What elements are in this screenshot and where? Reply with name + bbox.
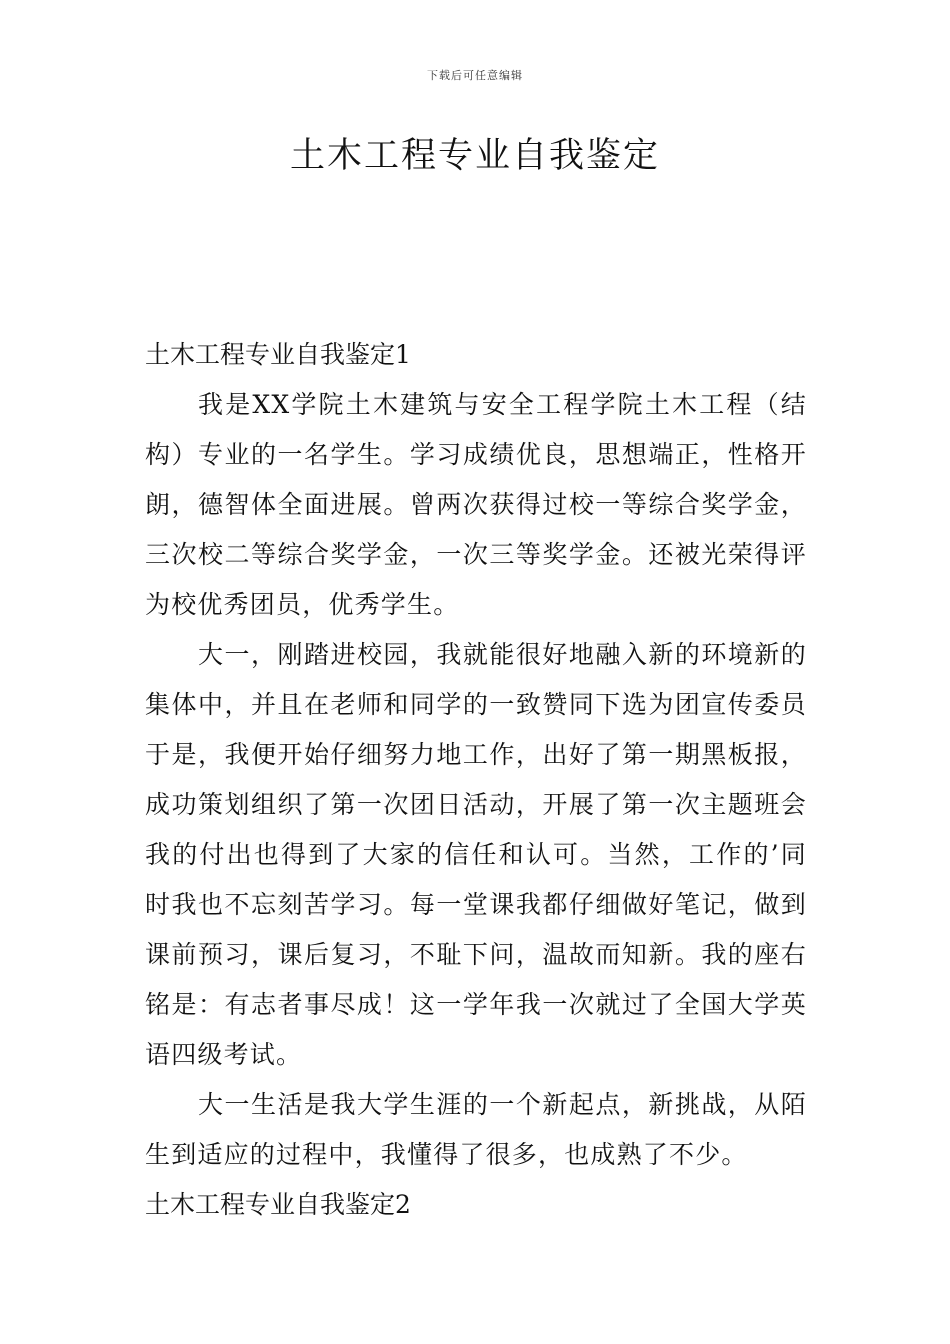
paragraph: 大一生活是我大学生涯的一个新起点，新挑战，从陌生到适应的过程中，我懂得了很多，也成熟了不少。 <box>145 1090 807 1169</box>
section-heading-2: 土木工程专业自我鉴定2 <box>145 1190 411 1219</box>
document-body <box>145 330 807 1230</box>
section-heading-1: 土木工程专业自我鉴定1 <box>145 340 411 369</box>
header-note: 下载后可任意编辑 <box>427 69 523 82</box>
document-title: 土木工程专业自我鉴定 <box>289 136 660 176</box>
paragraph: 我是XX学院土木建筑与安全工程学院土木工程（结构）专业的一名学生。学习成绩优良，思想端正，性格开朗，德智体全面进展。曾两次获得过校一等综合奖学金，三次校二等综合奖学金，一次三等奖学金。还被光荣得评为校优秀团员，优秀学生。 <box>145 390 807 619</box>
paragraph: 大一，刚踏进校园，我就能很好地融入新的环境新的集体中，并且在老师和同学的一致赞同下选为团宣传委员于是，我便开始仔细努力地工作，出好了第一期黑板报，成功策划组织了第一次团日活动，开展了第一次主题班会我的付出也得到了大家的信任和认可。当然，工作的’同时我也不忘刻苦学习。每一堂课我都仔细做好笔记，做到课前预习，课后复习，不耻下问，温故而知新。我的座右铭是：有志者事尽成！这一学年我一次就过了全国大学英语四级考试。 <box>145 640 807 1069</box>
